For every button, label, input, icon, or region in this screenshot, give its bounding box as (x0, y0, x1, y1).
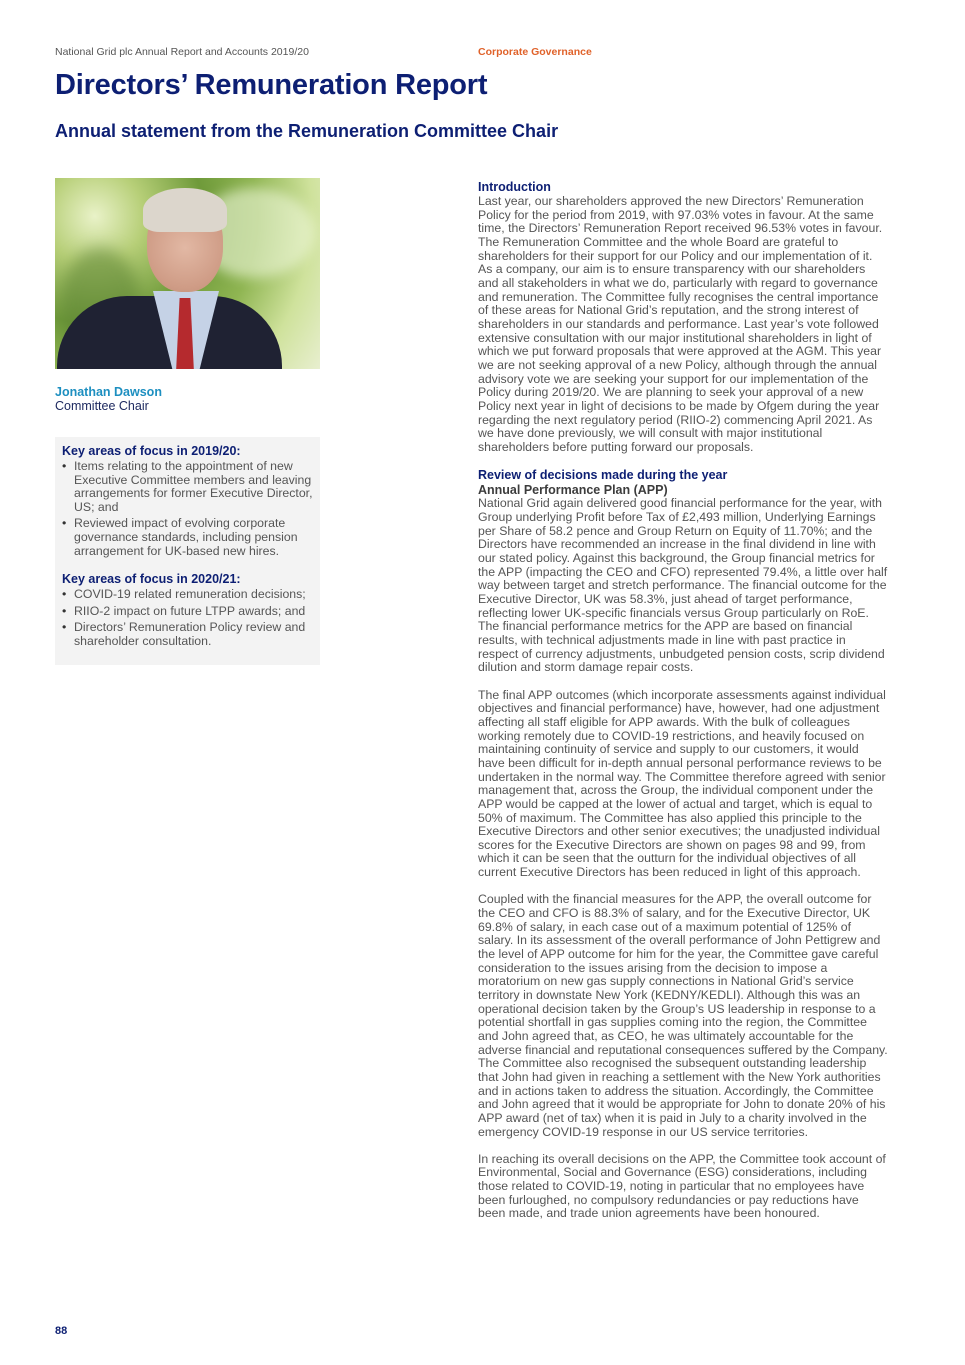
spacer (478, 880, 888, 894)
spacer (478, 1139, 888, 1153)
focus-item: • Items relating to the appointment of new Executive Committee members and leaving arrangements for former Executive Director, US; and (62, 460, 314, 514)
focus-item: • Reviewed impact of evolving corporate governance standards, including pension arrangement for UK-based new hires. (62, 517, 314, 558)
review-paragraph: National Grid again delivered good financial performance for the year, with Group underlying Profit before Tax of £2,493 million, Underlying Earnings per Share of 58.2 pence and Group Return on Equity of 11.70%; and the Directors have recommended an increase in the final dividend in line with our stated policy. Against this background, the Group financial metrics for the APP (impacting the CEO and CFO) represented 79.4%, a little over half way between target and stretch performance. The financial outcome for the Executive Director, UK was 58.3%, just ahead of target performance, reflecting lower UK-specific financials versus Group particularly on RoE. The financial performance metrics for the APP are based on financial results, with technical adjustments made in line with past practice in respect of currency adjustments, unbudgeted pension costs, scrip dividend dilution and storm damage repair costs. (478, 496, 888, 675)
introduction-heading: Introduction (478, 180, 551, 194)
review-heading: Review of decisions made during the year (478, 468, 728, 483)
focus-heading-2020-21: Key areas of focus in 2020/21: (62, 572, 241, 587)
review-paragraph: The final APP outcomes (which incorporate assessments against individual objectives and financial performance) have, however, had one adjustment affecting all staff eligible for APP awards. With the bulk of colleagues working remotely due to COVID-19 restrictions, and heavily focused on maintaining continuity of service and supply to our customers, it would have been difficult for in-depth annual personal performance reviews to be undertaken in the normal way. The Committee therefore agreed with senior management that, across the Group, the individual component under the APP would be capped at the lower of actual and target, which is equal to 50% of maximum. The Committee has also applied this principle to the Executive Directors and other senior executives; the unadjusted individual scores for the Executive Directors are shown on pages 98 and 99, from which it can be seen that the outturn for the individual objectives of all current Executive Directors has been reduced in light of this approach. (478, 687, 886, 880)
running-head: National Grid plc Annual Report and Accounts 2019/20 (55, 46, 309, 58)
spacer (478, 454, 888, 468)
hair-shape (143, 188, 227, 232)
focus-list-2019-20 (62, 460, 314, 558)
page-number: 88 (55, 1325, 68, 1337)
chair-name: Jonathan Dawson (55, 385, 162, 399)
review-paragraph: In reaching its overall decisions on the APP, the Committee took account of Environmental, Social and Governance (ESG) considerations, including those related to COVID-19, noting in particular that no employees have been furloughed, no compulsory redundancies or pay reductions have been made, and trade union agreements have been honoured. (478, 1151, 886, 1221)
focus-item: • RIIO-2 impact on future LTPP awards; and (62, 605, 314, 619)
focus-item: • Directors’ Remuneration Policy review and shareholder consultation. (62, 621, 314, 648)
main-text-column (478, 180, 888, 1221)
app-subheading: Annual Performance Plan (APP) (478, 483, 668, 498)
focus-heading-2019-20: Key areas of focus in 2019/20: (62, 444, 241, 458)
key-focus-box (55, 437, 320, 665)
page-subtitle: Annual statement from the Remuneration Committee Chair (55, 121, 559, 141)
introduction-paragraph: Last year, our shareholders approved the new Directors’ Remuneration Policy for the period from 2019, with 97.03% votes in favour. At the same time, the Directors’ Remuneration Report received 96.53% votes in favour. The Remuneration Committee and the whole Board are grateful to shareholders for their support for our Policy and our implementation of it. As a company, our aim is to ensure transparency with our shareholders and all stakeholders in what we do, particularly with regard to governance and remuneration. The Committee fully recognises the central importance of these areas for National Grid’s reputation, and the strong interest of shareholders in our standards and performance. Last year’s vote followed extensive consultation with our major institutional shareholders in light of which we put forward proposals that were approved at the AGM. This year we are not seeking approval of a new Policy, although through the annual advisory vote we are seeking your support for our implementation of the Policy during 2019/20. We are planning to seek your approval of a new Policy next year in light of decisions to be made by Ofgem during the year regarding the next regulatory period (RIIO-2) commencing April 2021. As we have done previously, we will consult with major institutional shareholders before putting forward our proposals. (478, 194, 883, 454)
section-tag: Corporate Governance (478, 46, 592, 58)
review-paragraph: Coupled with the financial measures for the APP, the overall outcome for the CEO and CFO is 88.3% of salary, and for the Executive Director, UK 69.8% of salary, in each case out of a maximum potential of 125% of salary. In its assessment of the overall performance of John Pettigrew and the level of APP outcome for him for the year, the Committee gave careful consideration to the issues arising from the decision to impose a moratorium on new gas supply connections in National Grid’s service territory in downstate New York (KEDNY/KEDLI). Although this was an operational decision taken by the Group’s US leadership in response to a potential shortfall in gas supplies coming into the region, the Committee and John agreed that, as CEO, he was ultimately accountable for the adverse financial and reputational consequences suffered by the Company. The Committee also recognised the subsequent outstanding leadership that John had given in reaching a settlement with the New York authorities and in actions taken to address the situation. Accordingly, the Committee and John agreed that it would be appropriate for John to donate 20% of his APP award (net of tax) when it is paid in July to a charity involved in the emergency COVID-19 response in our US service territories. (478, 892, 888, 1139)
portrait-photo (55, 178, 320, 369)
focus-item: • COVID-19 related remuneration decisions; (62, 588, 314, 602)
chair-role: Committee Chair (55, 399, 149, 413)
page-title: Directors’ Remuneration Report (55, 69, 488, 101)
focus-list-2020-21 (62, 588, 314, 648)
spacer (478, 675, 888, 689)
